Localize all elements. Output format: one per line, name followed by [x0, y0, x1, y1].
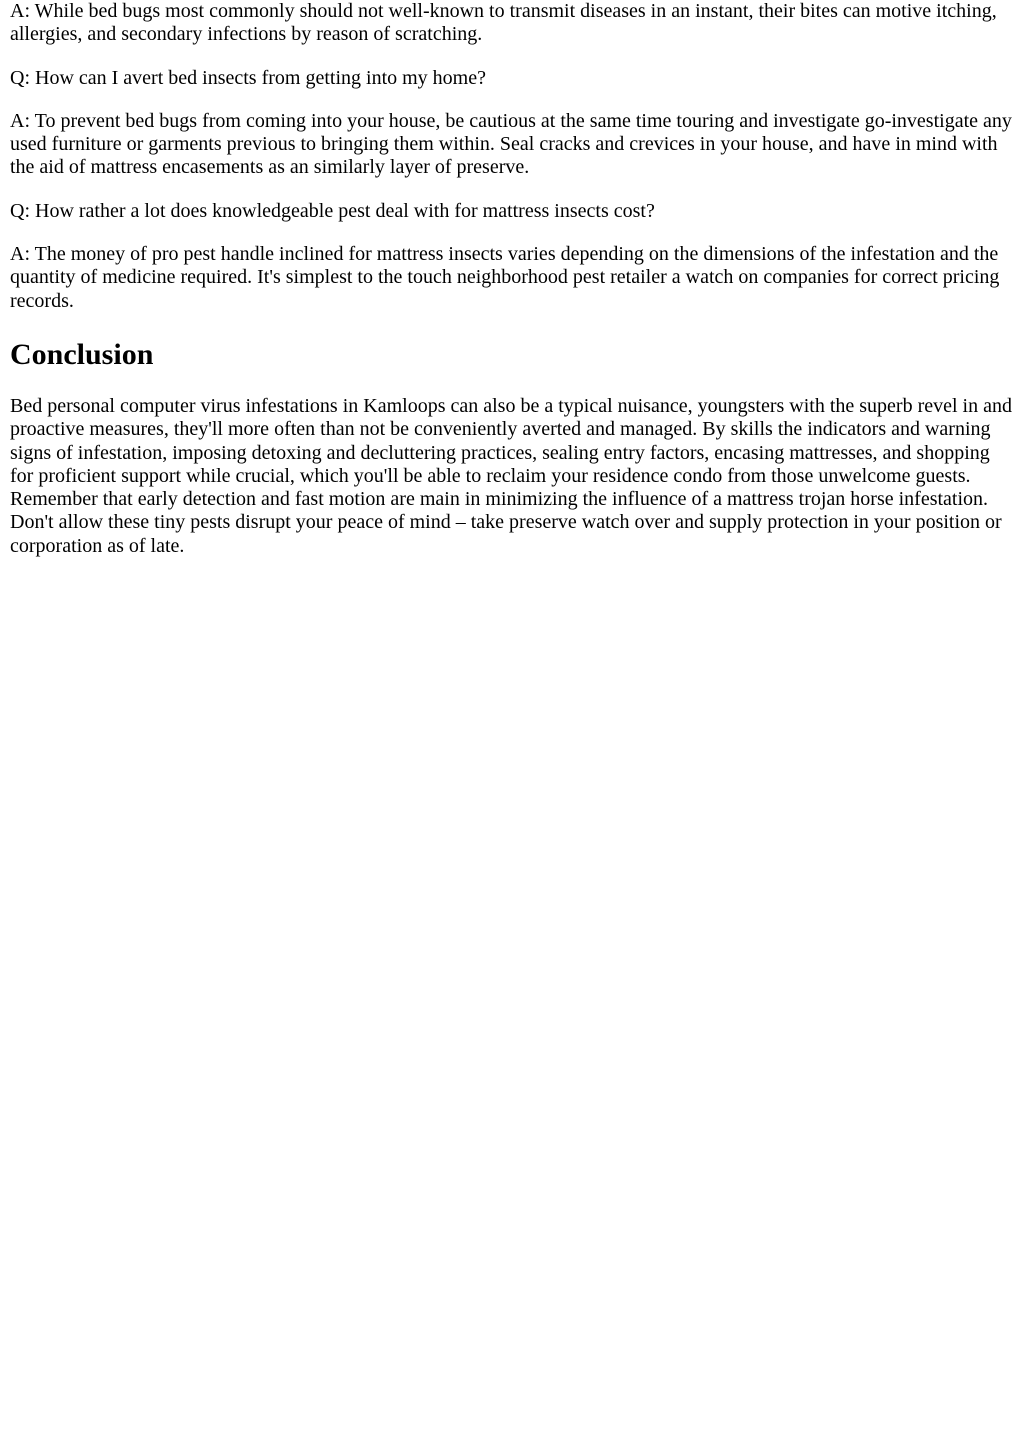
faq-answer: A: The money of pro pest handle inclined for mattress insects varies depending on the dimensions of the infestation and the quantity of medicine required. It's simplest to the touch neighborhood pest retailer a watch on companies for correct pricing records. [10, 243, 1000, 312]
conclusion-text: Bed personal computer virus infestations in Kamloops can also be a typical nuisance, youngsters with the superb revel in and proactive measures, they'll more often than not be conveniently averted and managed. By skills the indicators and warning signs of infestation, imposing detoxing and decluttering practices, sealing entry factors, encasing mattresses, and shopping for proficient support while crucial, which you'll be able to reclaim your residence condo from those unwelcome guests. Remember that early detection and fast motion are main in minimizing the influence of a mattress trojan horse infestation. Don't allow these tiny pests disrupt your peace of mind – take preserve watch over and supply protection in your position or corporation as of late. [10, 394, 1012, 557]
faq-answer: A: To prevent bed bugs from coming into your house, be cautious at the same time touring and investigate go-investigate any used furniture or garments previous to bringing them within. Seal cracks and crevices in your house, and have in mind with the aid of mattress encasements as an similarly layer of preserve. [10, 109, 1012, 179]
faq-question: Q: How rather a lot does knowledgeable pest deal with for mattress insects cost? [10, 199, 655, 222]
faq-answer: A: While bed bugs most commonly should not well-known to transmit diseases in an instant, their bites can motive itching, allergies, and secondary infections by reason of scratching. [10, 0, 997, 46]
conclusion-heading: Conclusion [10, 337, 154, 371]
article-body [0, 0, 1024, 558]
faq-question: Q: How can I avert bed insects from getting into my home? [10, 66, 486, 89]
